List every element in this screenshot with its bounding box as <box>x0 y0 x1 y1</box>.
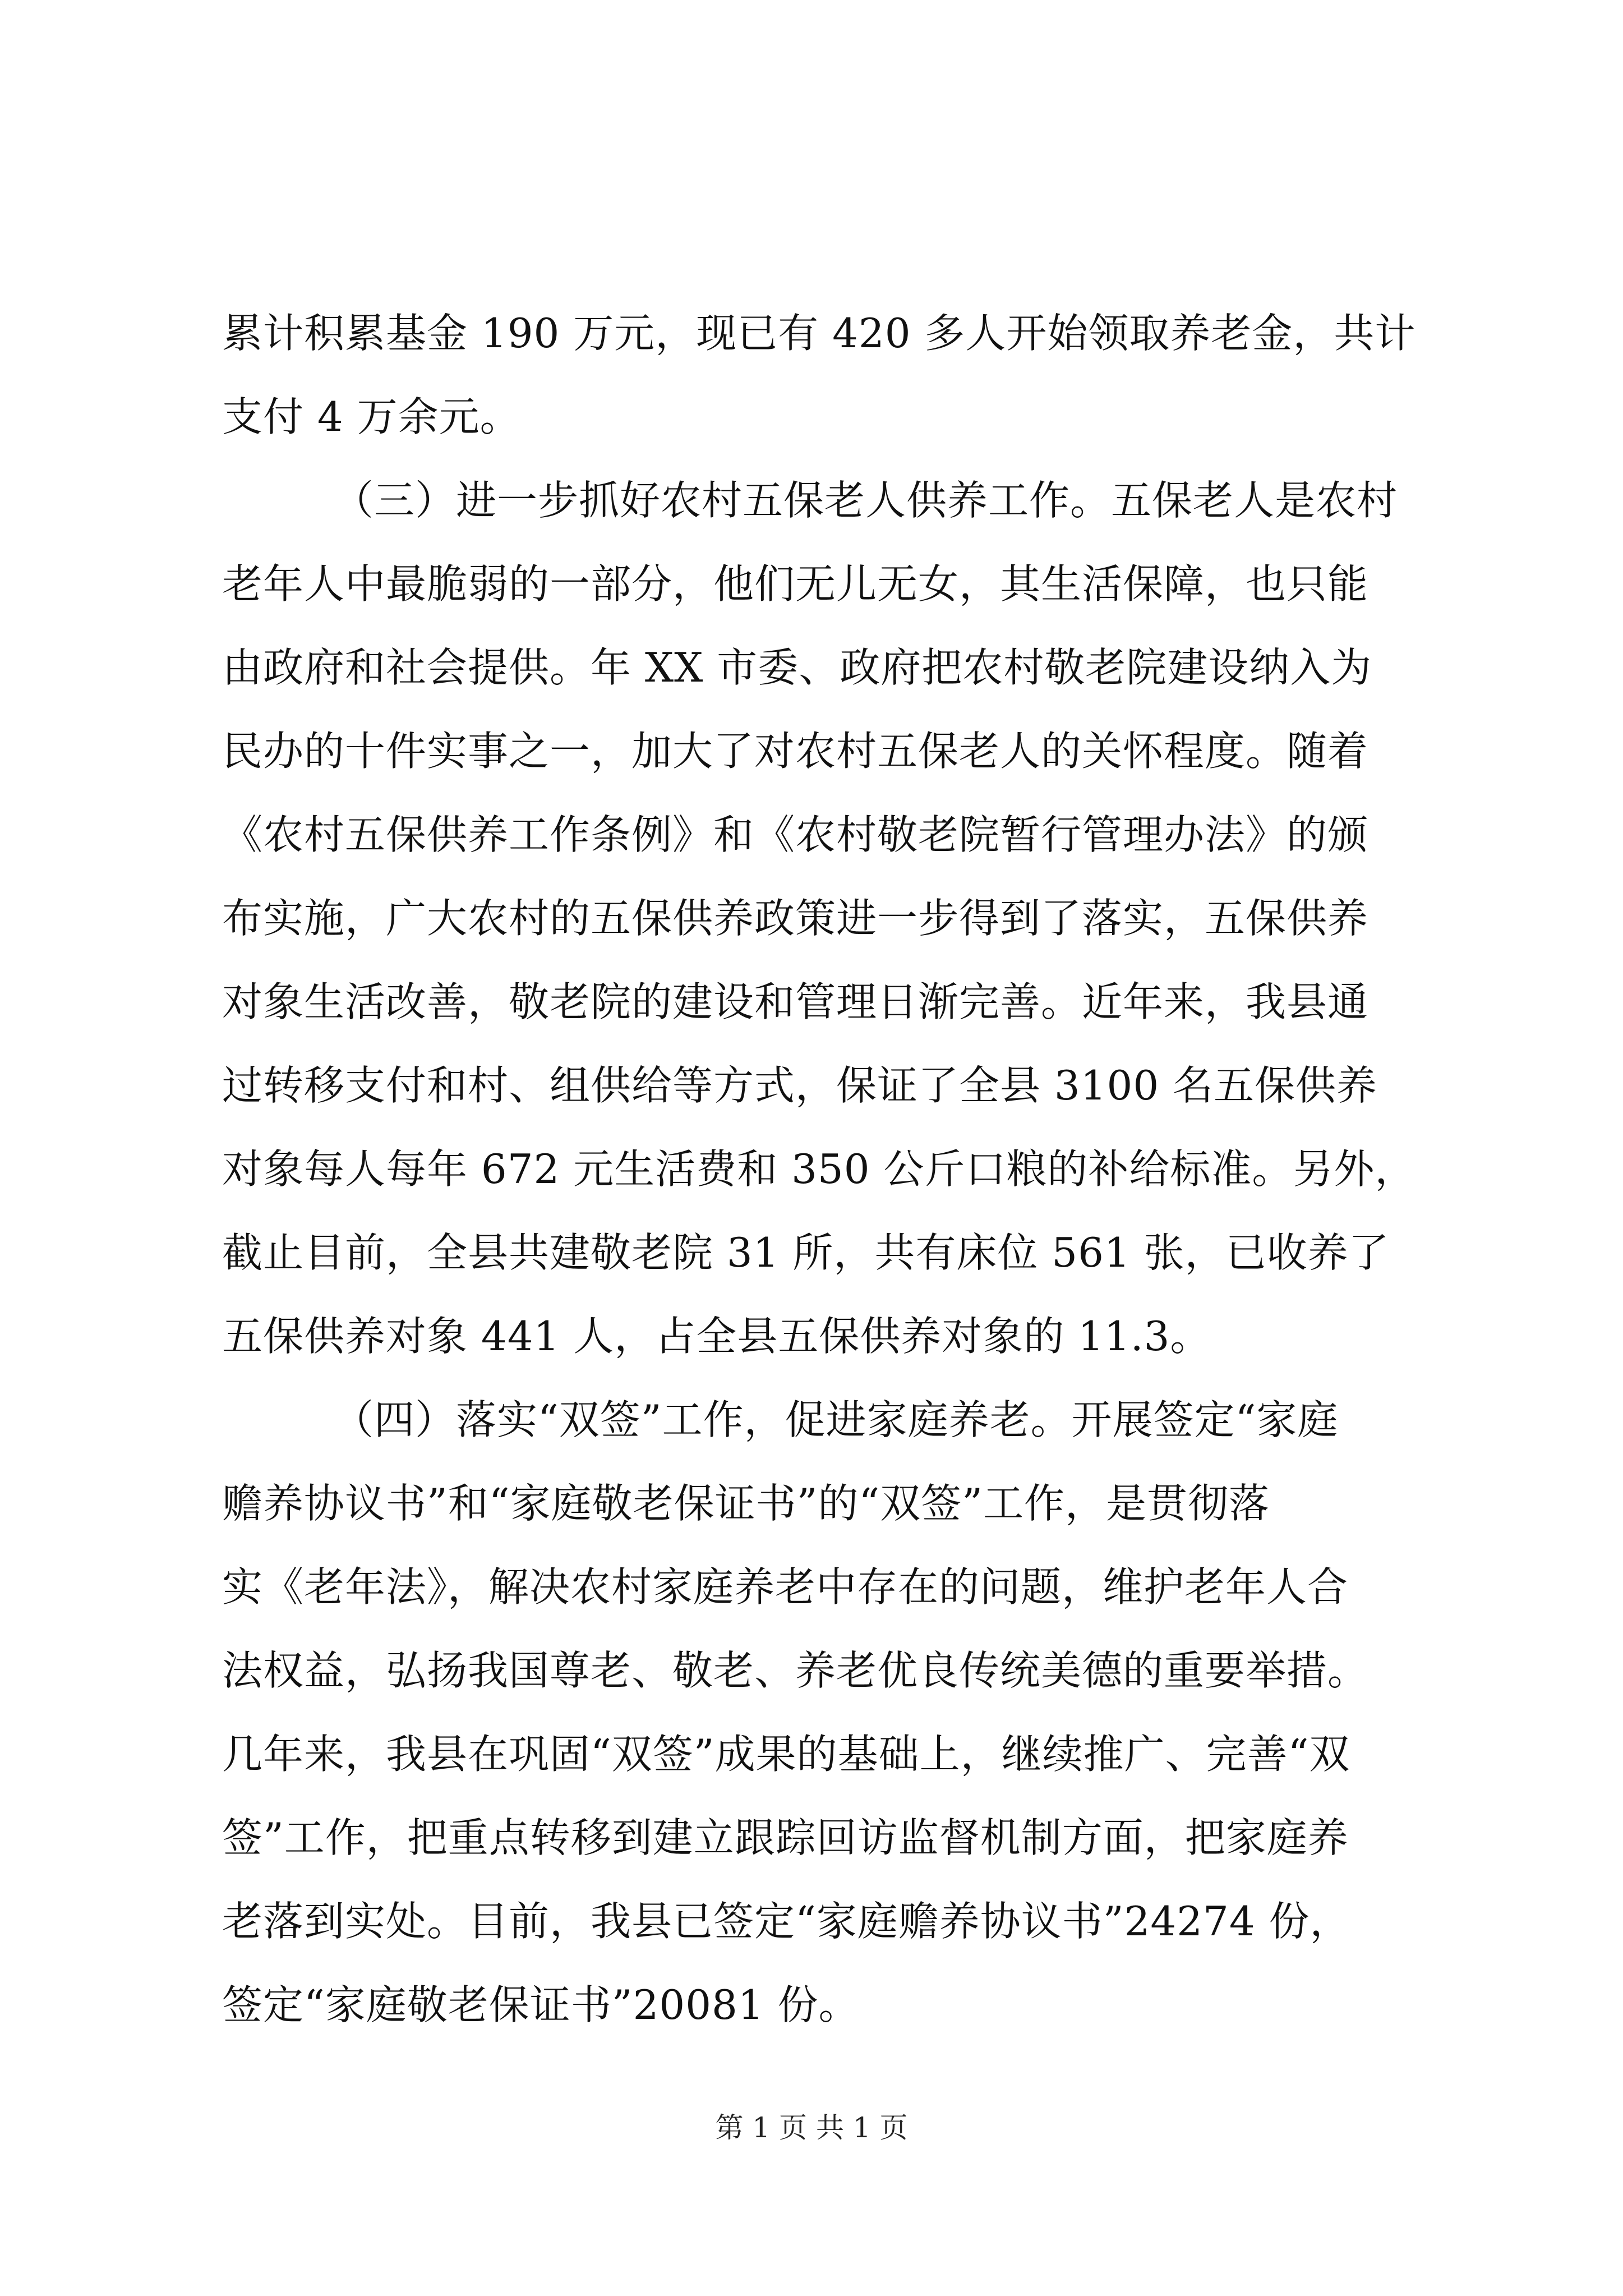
text-line: 签定“家庭敬老保证书”20081 份。 <box>222 1981 860 2028</box>
text-line: （三）进一步抓好农村五保老人供养工作。五保老人是农村 <box>333 477 1398 524</box>
text-line: 支付 4 万余元。 <box>222 393 521 440</box>
text-line: 累计积累基金 190 万元，现已有 420 多人开始领取养老金，共计 <box>222 310 1416 357</box>
text-line: 布实施，广大农村的五保供养政策进一步得到了落实，五保供养 <box>222 895 1369 942</box>
paragraph-double-signing <box>222 1378 1417 2047</box>
text-line: 对象每人每年 672 元生活费和 350 公斤口粮的补给标准。另外， <box>222 1145 1416 1193</box>
text-line: 法权益，弘扬我国尊老、敬老、养老优良传统美德的重要举措。 <box>222 1647 1369 1694</box>
text-line: 赡养协议书”和“家庭敬老保证书”的“双签”工作，是贯彻落 <box>222 1480 1270 1527</box>
text-line: 老年人中最脆弱的一部分，他们无儿无女，其生活保障，也只能 <box>222 560 1369 608</box>
text-line: 过转移支付和村、组供给等方式，保证了全县 3100 名五保供养 <box>222 1062 1378 1109</box>
text-line: 民办的十件实事之一，加大了对农村五保老人的关怀程度。随着 <box>222 728 1369 775</box>
paragraph-five-guarantees <box>222 459 1417 1378</box>
text-line: 实《老年法》，解决农村家庭养老中存在的问题，维护老年人合 <box>222 1563 1349 1611</box>
page-footer: 第 1 页 共 1 页 <box>715 2111 908 2144</box>
text-line: 几年来，我县在巩固“双签”成果的基础上，继续推广、完善“双 <box>222 1731 1350 1778</box>
text-line: 由政府和社会提供。年 XX 市委、政府把农村敬老院建设纳入为 <box>222 644 1372 691</box>
text-line: 截止目前，全县共建敬老院 31 所，共有床位 561 张，已收养了 <box>222 1229 1390 1276</box>
text-line: 对象生活改善，敬老院的建设和管理日渐完善。近年来，我县通 <box>222 978 1369 1025</box>
text-line: 《农村五保供养工作条例》和《农村敬老院暂行管理办法》的颁 <box>222 811 1369 858</box>
text-line: 签”工作，把重点转移到建立跟踪回访监督机制方面，把家庭养 <box>222 1814 1349 1861</box>
paragraph-pension-fund <box>222 292 1417 459</box>
text-line: 五保供养对象 441 人，占全县五保供养对象的 11.3。 <box>222 1313 1211 1360</box>
text-line: （四）落实“双签”工作，促进家庭养老。开展签定“家庭 <box>333 1396 1339 1443</box>
text-line: 老落到实处。目前，我县已签定“家庭赡养协议书”24274 份， <box>222 1898 1351 1945</box>
document-body <box>222 292 1417 2047</box>
